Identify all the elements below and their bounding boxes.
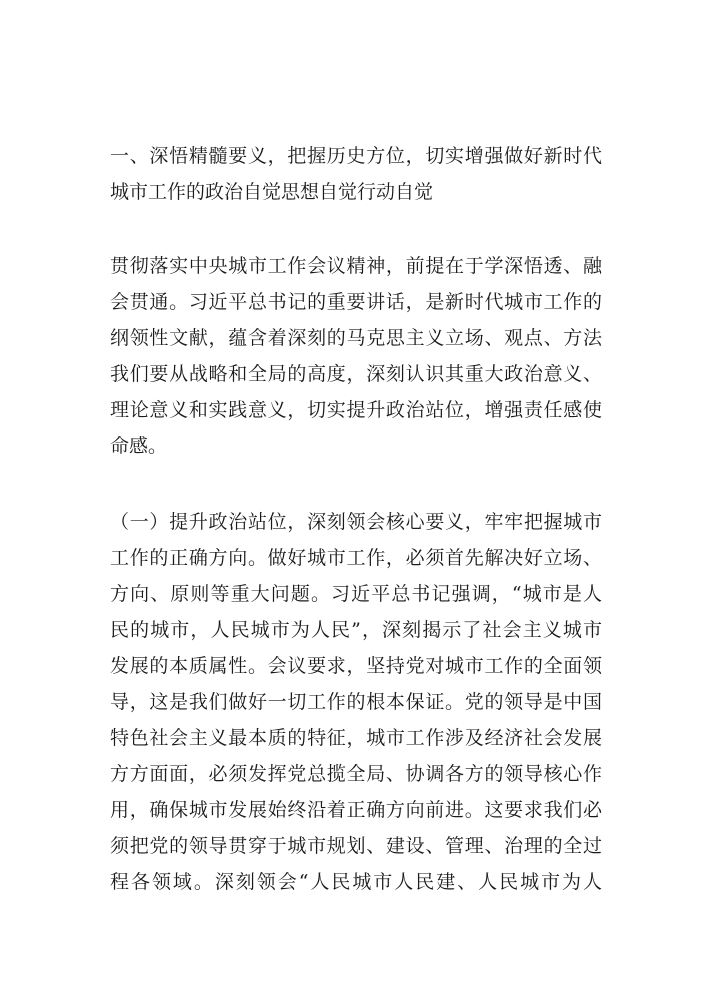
paragraph-line: 用，确保城市发展始终沿着正确方向前进。这要求我们必 xyxy=(110,799,602,821)
paragraph-line: 发展的本质属性。会议要求，坚持党对城市工作的全面领 xyxy=(110,655,602,677)
paragraph-line: 工作的正确方向。做好城市工作，必须首先解决好立场、 xyxy=(110,547,602,569)
paragraph-line: 方向、原则等重大问题。习近平总书记强调，“城市是人 xyxy=(110,583,602,605)
paragraph-line: 程各领域。深刻领会“人民城市人民建、人民城市为人 xyxy=(110,871,602,893)
paragraph-line: 命感。 xyxy=(110,435,168,457)
paragraph-line: 须把党的领导贯穿于城市规划、建设、管理、治理的全过 xyxy=(110,835,602,857)
paragraph-line: 民的城市，人民城市为人民”，深刻揭示了社会主义城市 xyxy=(110,619,602,641)
heading-line: 城市工作的政治自觉思想自觉行动自觉 xyxy=(110,181,434,203)
paragraph-intro xyxy=(110,248,602,464)
paragraph-line: 导，这是我们做好一切工作的根本保证。党的领导是中国 xyxy=(110,691,602,713)
paragraph-line: 方方面面，必须发挥党总揽全局、协调各方的领导核心作 xyxy=(110,763,602,785)
section-heading xyxy=(110,138,602,210)
paragraph-line: 特色社会主义最本质的特征，城市工作涉及经济社会发展 xyxy=(110,727,602,749)
paragraph-line: 贯彻落实中央城市工作会议精神，前提在于学深悟透、融 xyxy=(110,255,602,277)
paragraph-line: 会贯通。习近平总书记的重要讲话，是新时代城市工作的 xyxy=(110,291,602,313)
paragraph-line: （一）提升政治站位，深刻领会核心要义，牢牢把握城市 xyxy=(110,511,602,533)
paragraph-section-one xyxy=(110,504,602,900)
paragraph-line: 理论意义和实践意义，切实提升政治站位，增强责任感使 xyxy=(110,399,602,421)
heading-line: 一、深悟精髓要义，把握历史方位，切实增强做好新时代 xyxy=(110,145,602,167)
paragraph-line: 我们要从战略和全局的高度，深刻认识其重大政治意义、 xyxy=(110,363,602,385)
paragraph-line: 纲领性文献，蕴含着深刻的马克思主义立场、观点、方法 xyxy=(110,327,602,349)
